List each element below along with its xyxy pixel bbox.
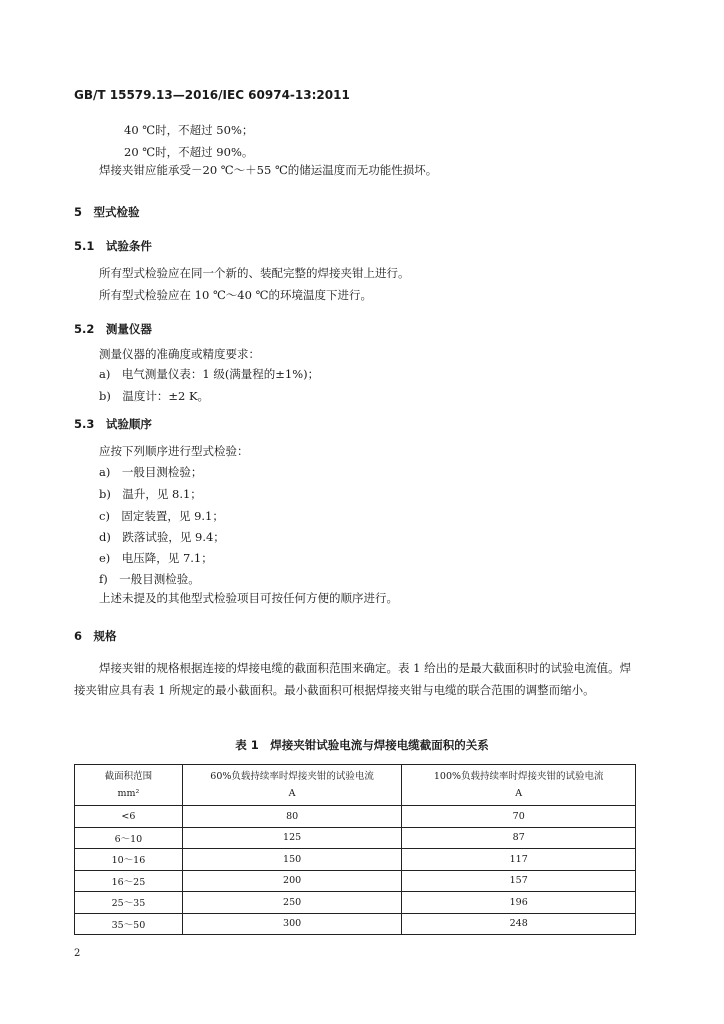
s52-item-b: b) 温度计：±2 K。	[99, 389, 210, 403]
section-6-heading: 6 规格	[74, 629, 117, 643]
page-number: 2	[74, 948, 81, 959]
s53-item-d: d) 跌落试验，见 9.4；	[99, 530, 225, 544]
header-current-60-unit: A	[288, 788, 296, 799]
s52-item-a: a) 电气测量仪表：1 级(满量程的±1%)；	[99, 367, 320, 381]
cell-cross-section: 25～35	[75, 892, 183, 914]
section-5-heading: 5 型式检验	[74, 205, 140, 219]
header-current-60-label: 60%负载持续率时焊接夹钳的试验电流	[210, 771, 374, 782]
cell-current-100: 117	[402, 849, 636, 871]
table-row	[75, 849, 636, 871]
table-1	[74, 764, 636, 935]
section-5-3-heading: 5.3 试验顺序	[74, 417, 152, 431]
s53-item-f: f) 一般目测检验。	[99, 572, 200, 586]
cell-current-100: 87	[402, 827, 636, 849]
header-current-60	[182, 765, 402, 806]
cell-cross-section: 35～50	[75, 913, 183, 935]
cell-cross-section: 10～16	[75, 849, 183, 871]
cell-current-60: 300	[182, 913, 402, 935]
cell-current-60: 150	[182, 849, 402, 871]
table-header-row	[75, 765, 636, 806]
cell-cross-section: 16～25	[75, 870, 183, 892]
cell-current-100: 248	[402, 913, 636, 935]
cell-cross-section: <6	[75, 806, 183, 828]
cell-current-60: 125	[182, 827, 402, 849]
header-current-100-label: 100%负载持续率时焊接夹钳的试验电流	[433, 771, 604, 782]
section-5-1-heading: 5.1 试验条件	[74, 239, 152, 253]
table-row	[75, 806, 636, 828]
cell-current-100: 70	[402, 806, 636, 828]
storage-temperature-line: 焊接夹钳应能承受－20 ℃～＋55 ℃的储运温度而无功能性损坏。	[99, 163, 438, 177]
s53-item-e: e) 电压降，见 7.1；	[99, 551, 213, 565]
cell-current-60: 250	[182, 892, 402, 914]
s53-intro: 应按下列顺序进行型式检验：	[99, 444, 249, 458]
table-row	[75, 870, 636, 892]
table-1-caption: 表 1 焊接夹钳试验电流与焊接电缆截面积的关系	[235, 738, 489, 752]
s51-line-2: 所有型式检验应在 10 ℃～40 ℃的环境温度下进行。	[99, 288, 372, 302]
s52-intro: 测量仪器的准确度或精度要求：	[99, 347, 260, 361]
s53-item-c: c) 固定装置，见 9.1；	[99, 509, 224, 523]
s51-line-1: 所有型式检验应在同一个新的、装配完整的焊接夹钳上进行。	[99, 266, 410, 280]
s53-item-a: a) 一般目测检验；	[99, 465, 203, 479]
header-current-100-unit: A	[515, 788, 523, 799]
humidity-line-20: 20 ℃时，不超过 90%。	[124, 145, 254, 159]
cell-current-60: 80	[182, 806, 402, 828]
header-cross-section-label: 截面积范围	[104, 771, 153, 782]
standard-header: GB/T 15579.13—2016/IEC 60974-13:2011	[74, 88, 350, 102]
section-5-2-heading: 5.2 测量仪器	[74, 322, 152, 336]
cell-current-100: 196	[402, 892, 636, 914]
s53-closing: 上述未提及的其他型式检验项目可按任何方便的顺序进行。	[99, 591, 398, 605]
header-cross-section	[75, 765, 183, 806]
cell-current-100: 157	[402, 870, 636, 892]
section-6-paragraph: 焊接夹钳的规格根据连接的焊接电缆的截面积范围来确定。表 1 给出的是最大截面积时的试验电流值。焊接夹钳应具有表 1 所规定的最小截面积。最小截面积可根据焊接夹钳与电缆的联合范围的调整而缩小。	[74, 661, 632, 697]
table-row	[75, 892, 636, 914]
table-row	[75, 913, 636, 935]
header-cross-section-unit: mm²	[117, 788, 140, 799]
humidity-line-40: 40 ℃时，不超过 50%；	[124, 123, 254, 137]
cell-cross-section: 6～10	[75, 827, 183, 849]
s53-item-b: b) 温升，见 8.1；	[99, 487, 202, 501]
table-row	[75, 827, 636, 849]
cell-current-60: 200	[182, 870, 402, 892]
header-current-100	[402, 765, 636, 806]
